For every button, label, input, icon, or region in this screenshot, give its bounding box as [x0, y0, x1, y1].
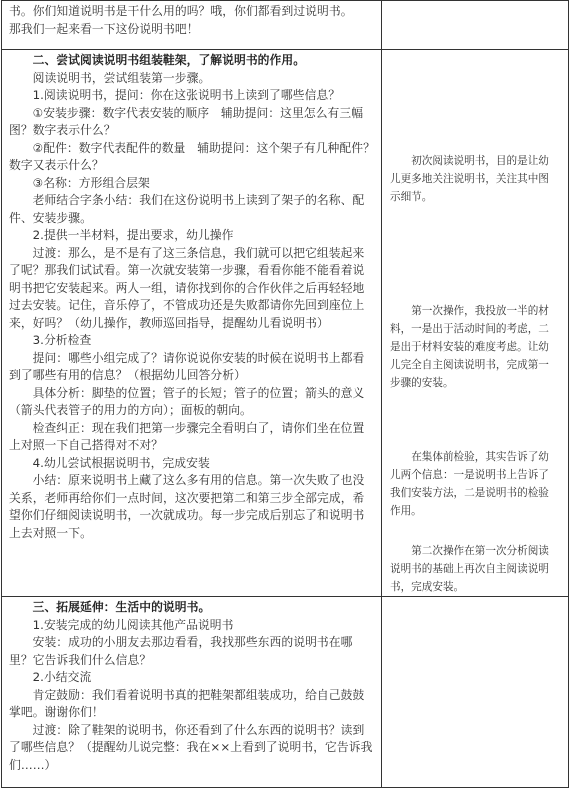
paragraph: ①安装步骤：数字代表安装的顺序 辅助提问：这里怎么有三幅图？数字表示什么？ — [9, 105, 364, 137]
design-notes — [382, 152, 568, 596]
table-row — [2, 50, 569, 597]
paragraph: 过渡：那么，是不是有了这三条信息，我们就可以把它组装起来了呢？那我们试试看。第一次就安装第一步骤，看看你能不能看着说明书把它安装起来。两人一组，请你找到你的合作伙伴之后再轻轻地过去安装。记住，音乐停了，不管成功还是失败都请你先回到座位上来，好吗？（幼儿操作，教师巡回指导，提醒幼儿看说明书） — [9, 245, 365, 330]
note-cell — [382, 597, 569, 788]
note-cell — [382, 50, 569, 597]
paragraph: 安装：成功的小朋友去那边看看，我找那些东西的说明书在哪里？它告诉我们什么信息？ — [9, 635, 353, 667]
paragraph: 小结：原来说明书上藏了这么多有用的信息。第一次失败了也没关系，老师再给你们一点时间，这次要把第二和第三步全部完成，希望你们仔细阅读说明书，一次就成功。每一步完成后别忘了和说明书上去对照一下。 — [9, 473, 365, 540]
design-note: 第一次操作，我投放一半的材料，一是出于活动时间的考虑，二是出于材料安装的难度考虑。让幼儿完全自主阅读说明书，完成第一步骤的安装。 — [390, 305, 549, 389]
table-row — [2, 597, 569, 788]
activity-text — [2, 597, 381, 776]
table-row — [2, 1, 569, 50]
paragraph: 那我们一起来看一下这份说明书吧！ — [9, 21, 199, 36]
note-cell — [382, 1, 569, 50]
paragraph: 过渡：除了鞋架的说明书，你还看到了什么东西的说明书？读到了哪些信息？（提醒幼儿说完整：我在××上看到了说明书，它告诉我们……） — [9, 722, 373, 772]
paragraph: 4.幼儿尝试根据说明书，完成安装 — [32, 455, 210, 470]
activity-text — [2, 50, 381, 544]
paragraph: 3.分析检查 — [32, 333, 92, 347]
paragraph: 2.小结交流 — [32, 670, 92, 684]
lesson-plan-table — [1, 0, 569, 788]
paragraph: 检查纠正：现在我们把第一步骤完全看明白了，请你们坐在位置上对照一下自己搭得对不对？ — [9, 420, 365, 452]
paragraph: 1.阅读说明书，提问：你在这张说明书上读到了哪些信息？ — [32, 88, 341, 102]
paragraph: 2.提供一半材料，提出要求，幼儿操作 — [32, 228, 234, 242]
design-note: 第二次操作在第一次分析阅读说明书的基础上再次自主阅读说明书，完成安装。 — [390, 545, 549, 593]
paragraph: ③名称：方形组合层架 — [32, 175, 150, 190]
paragraph: 老师结合字条小结：我们在这份说明书上读到了架子的名称、配件、安装步骤。 — [9, 193, 365, 225]
section-heading: 二、尝试阅读说明书组装鞋架，了解说明书的作用。 — [32, 53, 306, 67]
paragraph: 1.安装完成的幼儿阅读其他产品说明书 — [32, 617, 234, 632]
activity-cell — [2, 50, 382, 597]
activity-text — [2, 1, 381, 40]
paragraph: 提问：哪些小组完成了？请你说说你安装的时候在说明书上都看到了哪些有用的信息？（根据幼儿回答分析） — [9, 350, 365, 382]
design-note: 初次阅读说明书，目的是让幼儿更多地关注说明书，关注其中图示细节。 — [390, 155, 549, 203]
paragraph: 具体分析：脚垫的位置；管子的长短；管子的位置；箭头的意义（箭头代表管子的用力的方向）；面板的朝向。 — [9, 385, 365, 417]
paragraph: ②配件：数字代表配件的数量 辅助提问：这个架子有几种配件？数字又表示什么？ — [9, 140, 375, 172]
paragraph: 肯定鼓励：我们看着说明书真的把鞋架都组装成功，给自己鼓鼓掌吧。谢谢你们！ — [9, 687, 365, 719]
paragraph: 阅读说明书，尝试组装第一步骤。 — [32, 70, 211, 85]
section-heading: 三、拓展延伸：生活中的说明书。 — [32, 600, 211, 614]
activity-cell — [2, 597, 382, 788]
paragraph: 书。你们知道说明书是干什么用的吗？哦，你们都看到过说明书。 — [9, 4, 353, 18]
design-note: 在集体前检验，其实告诉了幼儿两个信息：一是说明书上告诉了我们安装方法，二是说明书的检验作用。 — [390, 451, 549, 517]
activity-cell — [2, 1, 382, 50]
